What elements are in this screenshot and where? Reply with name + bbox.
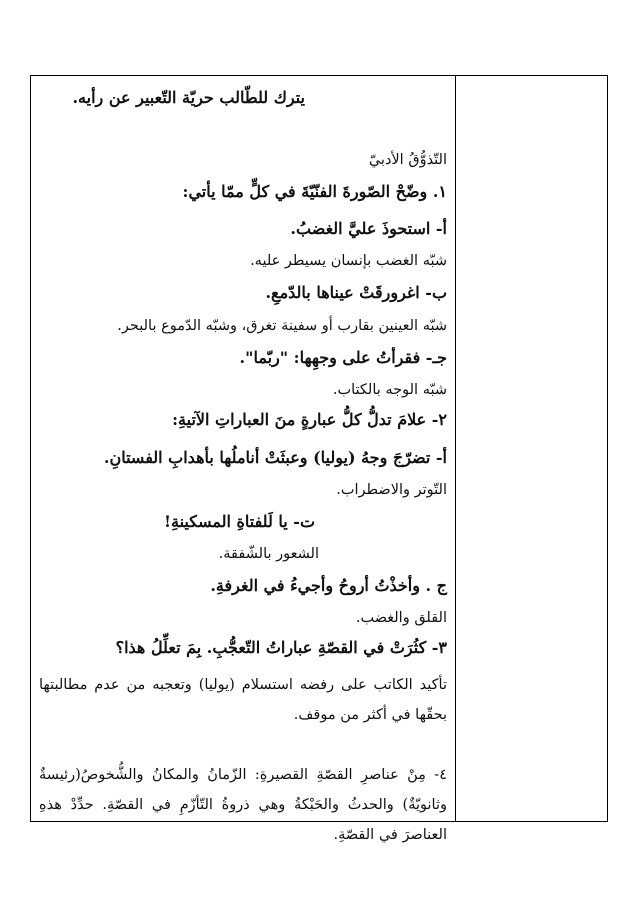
answer-3: تأكيد الكاتب على رفضه استسلام (يوليا) وتعجبه من عدم مطالبتها بحقّها في أكثر من موقف.	[39, 677, 447, 723]
answer-column	[31, 76, 456, 843]
opinion-line: يترك للطّالب حريّة التّعبير عن رأيه.	[72, 88, 305, 107]
answer-1c: شبّه الوجه بالكتاب.	[332, 382, 447, 398]
answer-2a: التّوتر والاضطراب.	[336, 482, 447, 498]
question-3: ٣- كثُرَتْ في القصّةِ عباراتُ التّعجُّبِ. بِمَ تعلِّلُ هذا؟	[115, 638, 447, 657]
question-2b: ت- يا لَلفتاةِ المسكينةِ!	[163, 512, 315, 531]
answer-1a: شبّه الغضب بإنسان يسيطر عليه.	[250, 253, 447, 269]
worksheet-table	[30, 75, 608, 843]
question-2: ٢- علامَ تدلُّ كلُّ عبارةٍ منَ العباراتِ الآتيةِ:	[172, 410, 447, 429]
question-2a: أ- تضرّجَ وجهُ (يوليا) وعبثَتْ أناملُها بأهدابِ الفستانِ.	[103, 448, 447, 467]
question-4: ٤- مِنْ عناصرِ القصّةِ القصيرةِ: الزّمانُ والمكانُ والشُّخوصُ(رئيسةٌ وثانويّةٌ) والحدثُ والحَبْكةُ وهي ذروةُ التّأزّمِ في القصّةِ. حدِّدْ هذهِ العناصرَ في القصّةِ.	[39, 767, 447, 843]
question-1a: أ- استحوذَ عليَّ الغضبُ.	[290, 219, 447, 238]
section-title: التّذوُّقُ الأدبيّ	[368, 152, 447, 168]
answer-1b: شبّه العينين بقارب أو سفينة تغرق، وشبّه الدّموع بالبحر.	[117, 318, 447, 334]
question-1c: جـ- فقرأتُ على وجهِها: "ربّما".	[239, 348, 447, 367]
answer-2b: الشعور بالشّفقة.	[218, 546, 319, 562]
question-1b: ب- اغرورقَتْ عيناها بالدّمعِ.	[265, 283, 447, 302]
question-1: ١. وضّحْ الصّورةَ الفنّيّةَ في كلٍّ ممّا يأتي:	[182, 182, 447, 201]
question-2c: ج . وأخذْتُ أروحُ وأجيءُ في الغرفةِ.	[210, 576, 447, 595]
answer-2c: القلق والغضب.	[355, 610, 447, 626]
